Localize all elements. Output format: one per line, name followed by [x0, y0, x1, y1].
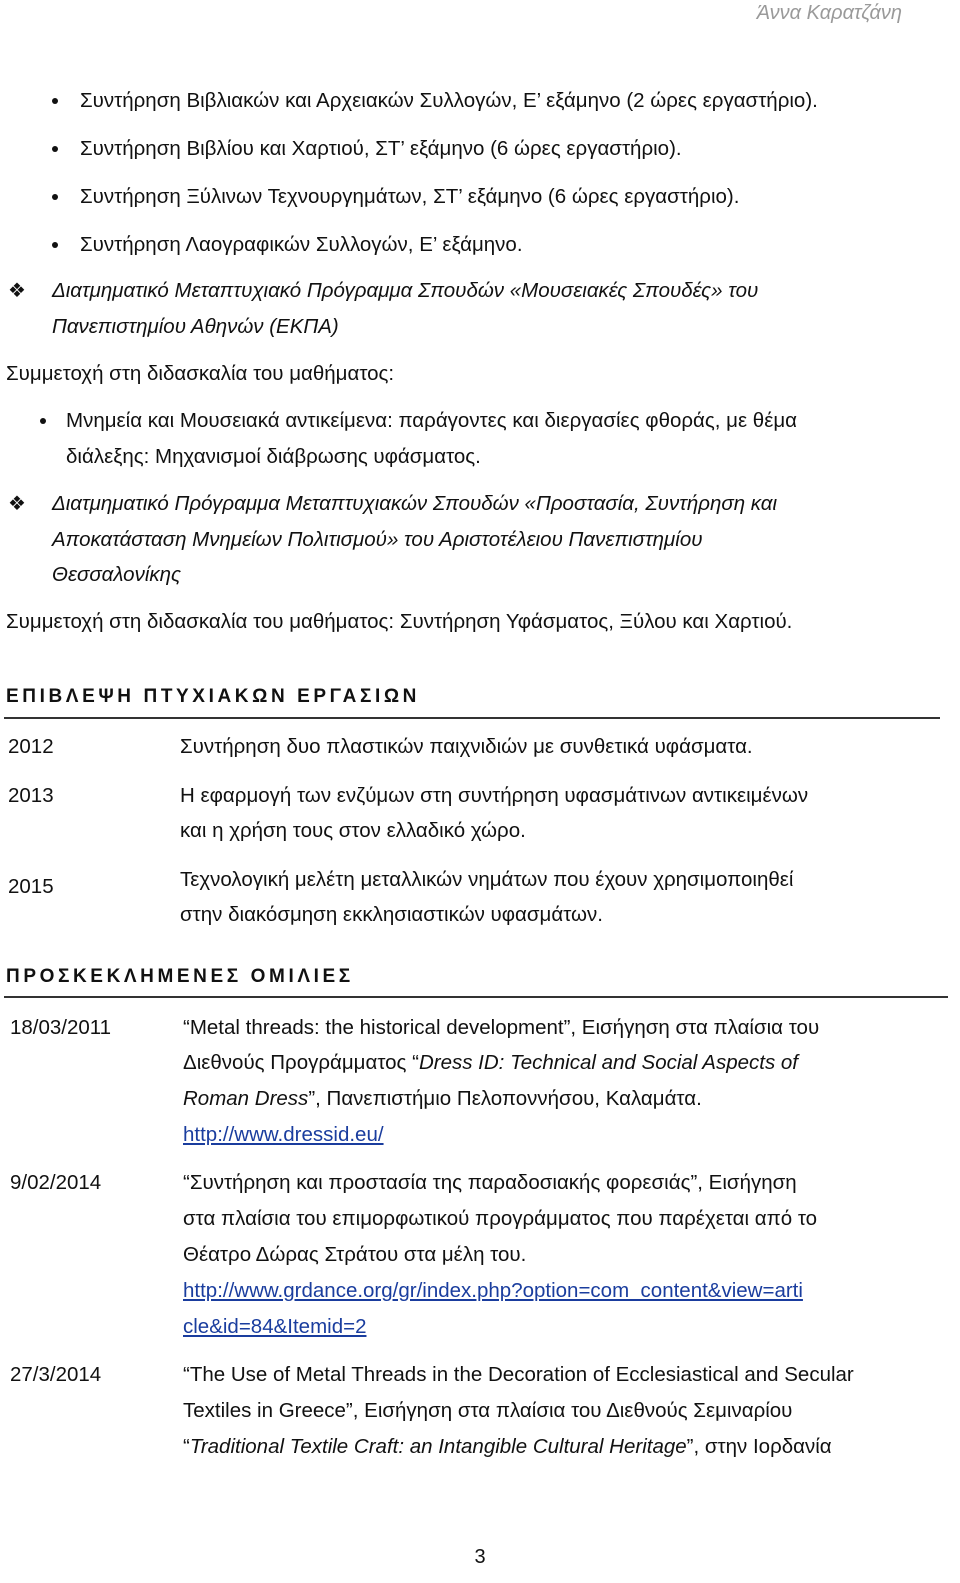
program-title-line: Πανεπιστημίου Αθηνών (ΕΚΠΑ) — [52, 315, 339, 338]
bullet-dot — [52, 242, 58, 248]
talk-line: Θέατρο Δώρας Στράτου στα μέλη του. — [183, 1243, 527, 1266]
program-title-line: Αποκατάσταση Μνημείων Πολιτισμού» του Αριστοτέλειου Πανεπιστημίου — [52, 528, 703, 551]
thesis-year: 2013 — [8, 784, 54, 807]
talk-line: “Metal threads: the historical development”, Εισήγηση στα πλαίσια του — [183, 1016, 820, 1039]
talk-date: 9/02/2014 — [10, 1171, 102, 1194]
participation-text: Συμμετοχή στη διδασκαλία του μαθήματος: Συντήρηση Υφάσματος, Ξύλου και Χαρτιού. — [6, 610, 793, 633]
talk-line: Διεθνούς Προγράμματος “Dress ID: Technical and Social Aspects of — [183, 1051, 799, 1074]
section-heading-talks: ΠΡΟΣΚΕΚΛΗΜΕΝΕΣ ΟΜΙΛΙΕΣ — [6, 966, 354, 987]
participation-text: Συμμετοχή στη διδασκαλία του μαθήματος: — [6, 362, 395, 385]
diamond-bullet-icon: ❖ — [8, 280, 26, 302]
thesis-title: Η εφαρμογή των ενζύμων στη συντήρηση υφασμάτινων αντικειμένων — [180, 784, 809, 807]
talk-line: “The Use of Metal Threads in the Decoration of Ecclesiastical and Secular — [183, 1363, 854, 1386]
program-title-line: Διατμηματικό Μεταπτυχιακό Πρόγραμμα Σπουδών «Μουσειακές Σπουδές» του — [52, 279, 759, 302]
talk-link[interactable]: cle&id=84&Itemid=2 — [183, 1315, 367, 1338]
thesis-title: Συντήρηση δυο πλαστικών παιχνιδιών με συνθετικά υφάσματα. — [180, 735, 753, 758]
course-item: Συντήρηση Βιβλιακών και Αρχειακών Συλλογών, Ε’ εξάμηνο (2 ώρες εργαστήριο). — [80, 89, 818, 112]
talk-date: 27/3/2014 — [10, 1363, 102, 1386]
course-item: Συντήρηση Λαογραφικών Συλλογών, Ε’ εξάμηνο. — [80, 233, 523, 256]
section-heading-theses: ΕΠΙΒΛΕΨΗ ΠΤΥΧΙΑΚΩΝ ΕΡΓΑΣΙΩΝ — [6, 686, 420, 707]
talk-line: Textiles in Greece”, Εισήγηση στα πλαίσια του Διεθνούς Σεμιναρίου — [183, 1399, 793, 1422]
course-item: Συντήρηση Βιβλίου και Χαρτιού, ΣΤ’ εξάμηνο (6 ώρες εργαστήριο). — [80, 137, 682, 160]
course-item: Συντήρηση Ξύλινων Τεχνουργημάτων, ΣΤ’ εξάμηνο (6 ώρες εργαστήριο). — [80, 185, 740, 208]
talk-line: στα πλαίσια του επιμορφωτικού προγράμματος που παρέχεται από το — [183, 1207, 818, 1230]
thesis-year: 2015 — [8, 875, 54, 898]
thesis-title: στην διακόσμηση εκκλησιαστικών υφασμάτων. — [180, 903, 603, 926]
diamond-bullet-icon: ❖ — [8, 493, 26, 515]
course-item: Μνημεία και Μουσειακά αντικείμενα: παράγοντες και διεργασίες φθοράς, με θέμα — [66, 409, 798, 432]
author-name-header: Άννα Καρατζάνη — [756, 2, 902, 24]
talk-link[interactable]: http://www.grdance.org/gr/index.php?option=com_content&view=arti — [183, 1279, 803, 1302]
thesis-title: και η χρήση τους στον ελλαδικό χώρο. — [180, 819, 526, 842]
page-number: 3 — [474, 1546, 486, 1568]
course-item: διάλεξης: Μηχανισμοί διάβρωσης υφάσματος. — [66, 445, 481, 468]
bullet-dot — [40, 418, 46, 424]
bullet-dot — [52, 146, 58, 152]
talk-line: “Traditional Textile Craft: an Intangible Cultural Heritage”, στην Ιορδανία — [183, 1435, 832, 1458]
thesis-year: 2012 — [8, 735, 54, 758]
bullet-dot — [52, 98, 58, 104]
talk-link[interactable]: http://www.dressid.eu/ — [183, 1123, 384, 1146]
talk-line: Roman Dress”, Πανεπιστήμιο Πελοποννήσου, Καλαμάτα. — [183, 1087, 702, 1110]
talk-line: “Συντήρηση και προστασία της παραδοσιακής φορεσιάς”, Εισήγηση — [183, 1171, 797, 1194]
section-divider — [4, 996, 948, 998]
section-divider — [4, 717, 940, 719]
talk-date: 18/03/2011 — [10, 1016, 112, 1039]
program-title-line: Θεσσαλονίκης — [52, 563, 181, 586]
program-title-line: Διατμηματικό Πρόγραμμα Μεταπτυχιακών Σπουδών «Προστασία, Συντήρηση και — [52, 492, 778, 515]
bullet-dot — [52, 194, 58, 200]
thesis-title: Τεχνολογική μελέτη μεταλλικών νημάτων που έχουν χρησιμοποιηθεί — [180, 868, 794, 891]
